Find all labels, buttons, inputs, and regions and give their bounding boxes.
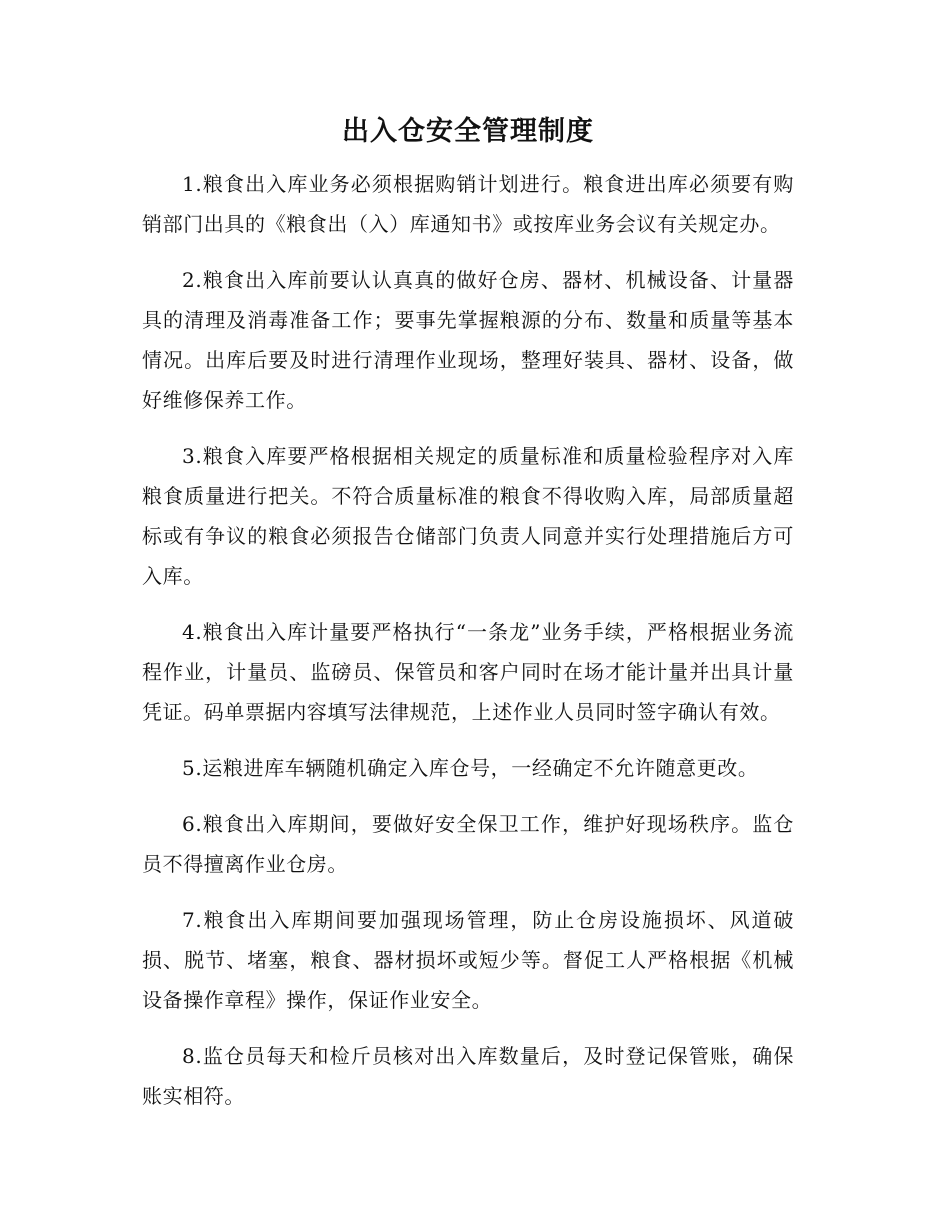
document-body [142,164,794,1116]
paragraph-5: 5.运粮进库车辆随机确定入库仓号，一经确定不允许随意更改。 [182,756,759,780]
paragraph-1: 1.粮食出入库业务必须根据购销计划进行。粮食进出库必须要有购销部门出具的《粮食出（入）库通知书》或按库业务会议有关规定办。 [142,172,794,236]
paragraph-2: 2.粮食出入库前要认认真真的做好仓房、器材、机械设备、计量器具的清理及消毒准备工作；要事先掌握粮源的分布、数量和质量等基本情况。出库后要及时进行清理作业现场，整理好装具、器材、设备，做好维修保养工作。 [142,268,794,412]
paragraph-8: 8.监仓员每天和检斤员核对出入库数量后，及时登记保管账，确保账实相符。 [142,1044,794,1108]
document-title: 出入仓安全管理制度 [342,116,594,147]
paragraph-4: 4.粮食出入库计量要严格执行“一条龙”业务手续，严格根据业务流程作业，计量员、监磅员、保管员和客户同时在场才能计量并出具计量凭证。码单票据内容填写法律规范，上述作业人员同时签字确认有效。 [142,620,794,724]
paragraph-3: 3.粮食入库要严格根据相关规定的质量标准和质量检验程序对入库粮食质量进行把关。不符合质量标准的粮食不得收购入库，局部质量超标或有争议的粮食必须报告仓储部门负责人同意并实行处理措施后方可入库。 [142,444,794,588]
paragraph-6: 6.粮食出入库期间，要做好安全保卫工作，维护好现场秩序。监仓员不得擅离作业仓房。 [142,812,794,876]
document-page [142,112,794,1132]
paragraph-7: 7.粮食出入库期间要加强现场管理，防止仓房设施损坏、风道破损、脱节、堵塞，粮食、器材损坏或短少等。督促工人严格根据《机械设备操作章程》操作，保证作业安全。 [142,908,794,1012]
